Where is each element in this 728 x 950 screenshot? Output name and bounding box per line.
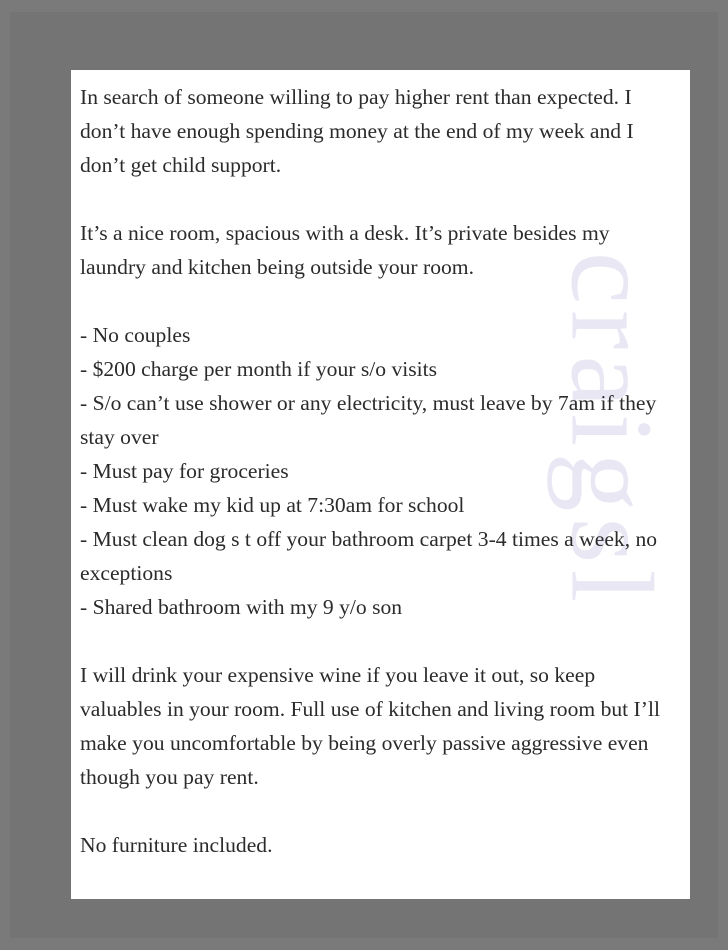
- photo-frame: [10, 12, 718, 938]
- listing-card: [71, 70, 690, 899]
- rule-item: - Must clean dog s t off your bathroom carpet 3-4 times a week, no exceptions: [80, 527, 658, 585]
- rule-item: - S/o can’t use shower or any electricity, must leave by 7am if they stay over: [80, 391, 657, 449]
- furniture-paragraph: No furniture included.: [80, 833, 273, 857]
- paragraph-spacer: [80, 794, 680, 828]
- paragraph-spacer: [80, 182, 680, 216]
- listing-text: [80, 80, 680, 862]
- rules-list: [80, 318, 680, 624]
- paragraph-spacer: [80, 284, 680, 318]
- paragraph-spacer: [80, 624, 680, 658]
- wine-paragraph: I will drink your expensive wine if you leave it out, so keep valuables in your room. Full use of kitchen and living room but I’ll make you uncomfortable by being overly passive aggressive even though you pay rent.: [80, 663, 660, 789]
- rule-item: - $200 charge per month if your s/o visits: [80, 357, 438, 381]
- room-paragraph: It’s a nice room, spacious with a desk. It’s private besides my laundry and kitchen being outside your room.: [80, 221, 610, 279]
- intro-paragraph: In search of someone willing to pay higher rent than expected. I don’t have enough spending money at the end of my week and I don’t get child support.: [80, 85, 634, 177]
- rule-item: - No couples: [80, 323, 191, 347]
- rule-item: - Must wake my kid up at 7:30am for school: [80, 493, 465, 517]
- rule-item: - Shared bathroom with my 9 y/o son: [80, 595, 403, 619]
- watermark: craigsl: [546, 251, 678, 609]
- rule-item: - Must pay for groceries: [80, 459, 289, 483]
